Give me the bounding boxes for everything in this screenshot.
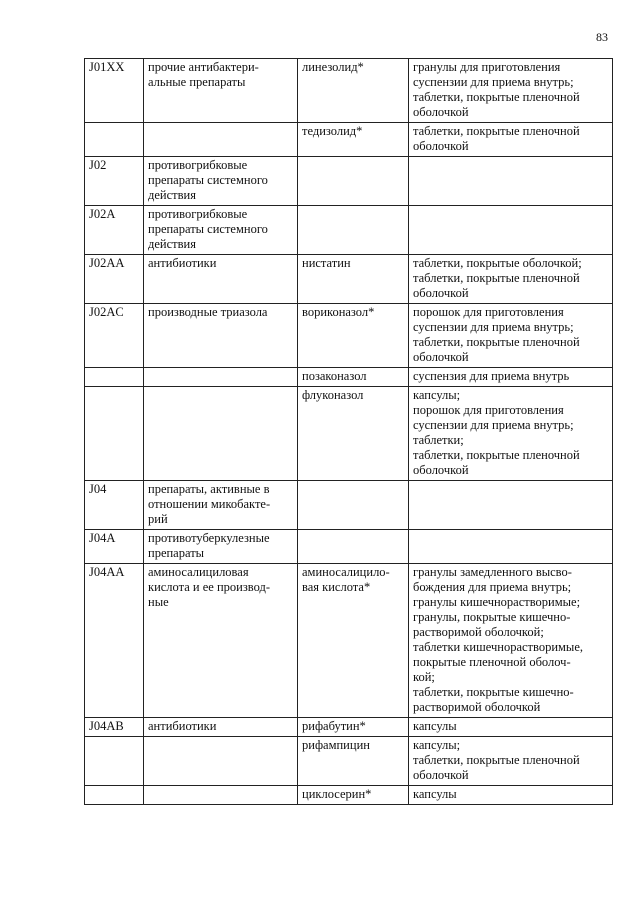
table-row — [85, 206, 613, 255]
drug-name-cell — [298, 206, 409, 255]
table-row — [85, 157, 613, 206]
table-row — [85, 481, 613, 530]
table-row — [85, 718, 613, 737]
dosage-form-cell: суспензия для приема внутрь — [409, 368, 613, 387]
dosage-form-cell: гранулы для приготовления суспензии для приема внутрь; таблетки, покрытые пленочной оболочкой — [409, 59, 613, 123]
group-name-cell — [144, 368, 298, 387]
dosage-form-cell: таблетки, покрытые пленочной оболочкой — [409, 123, 613, 157]
table-row — [85, 737, 613, 786]
group-name-cell — [144, 737, 298, 786]
drug-name-cell — [298, 481, 409, 530]
atc-code-cell — [85, 786, 144, 805]
table-row — [85, 123, 613, 157]
dosage-form-cell — [409, 481, 613, 530]
table-row — [85, 387, 613, 481]
atc-code-cell — [85, 123, 144, 157]
group-name-cell: производные триазола — [144, 304, 298, 368]
page-number: 83 — [596, 30, 608, 44]
drug-name-cell: аминосалицило- вая кислота* — [298, 564, 409, 718]
drug-name-cell: позаконазол — [298, 368, 409, 387]
table-row — [85, 304, 613, 368]
group-name-cell — [144, 387, 298, 481]
atc-code-cell: J02A — [85, 206, 144, 255]
group-name-cell: антибиотики — [144, 718, 298, 737]
atc-code-cell — [85, 368, 144, 387]
drug-name-cell: флуконазол — [298, 387, 409, 481]
atc-code-cell — [85, 387, 144, 481]
table-row — [85, 255, 613, 304]
atc-code-cell: J01XX — [85, 59, 144, 123]
drug-name-cell: циклосерин* — [298, 786, 409, 805]
atc-code-cell: J04AA — [85, 564, 144, 718]
table-row — [85, 368, 613, 387]
dosage-form-cell: капсулы; порошок для приготовления суспензии для приема внутрь; таблетки; таблетки, покрытые пленочной оболочкой — [409, 387, 613, 481]
dosage-form-cell: капсулы — [409, 718, 613, 737]
atc-code-cell: J02AC — [85, 304, 144, 368]
dosage-form-cell: таблетки, покрытые оболочкой; таблетки, покрытые пленочной оболочкой — [409, 255, 613, 304]
drug-name-cell — [298, 530, 409, 564]
dosage-form-cell — [409, 157, 613, 206]
dosage-form-cell: гранулы замедленного высво- бождения для приема внутрь; гранулы кишечнорастворимые; гранулы, покрытые кишечно- растворимой оболочкой; таблетки кишечнорастворимые, покрытые пленочной оболоч- кой; таблетки, покрытые кишечно- растворимой оболочкой — [409, 564, 613, 718]
group-name-cell: аминосалициловая кислота и ее производ- ные — [144, 564, 298, 718]
group-name-cell — [144, 123, 298, 157]
atc-code-cell: J04 — [85, 481, 144, 530]
drug-name-cell: тедизолид* — [298, 123, 409, 157]
atc-code-cell: J02AA — [85, 255, 144, 304]
table-row — [85, 59, 613, 123]
dosage-form-cell: капсулы; таблетки, покрытые пленочной оболочкой — [409, 737, 613, 786]
drug-name-cell: линезолид* — [298, 59, 409, 123]
dosage-form-cell: порошок для приготовления суспензии для приема внутрь; таблетки, покрытые пленочной оболочкой — [409, 304, 613, 368]
drug-name-cell: нистатин — [298, 255, 409, 304]
table-row — [85, 530, 613, 564]
table-body — [85, 59, 613, 805]
atc-code-cell: J04AB — [85, 718, 144, 737]
atc-code-cell — [85, 737, 144, 786]
dosage-form-cell: капсулы — [409, 786, 613, 805]
drug-name-cell: вориконазол* — [298, 304, 409, 368]
group-name-cell: противогрибковые препараты системного действия — [144, 206, 298, 255]
dosage-form-cell — [409, 206, 613, 255]
drug-name-cell: рифабутин* — [298, 718, 409, 737]
group-name-cell: противогрибковые препараты системного действия — [144, 157, 298, 206]
group-name-cell: противотуберкулезные препараты — [144, 530, 298, 564]
group-name-cell: антибиотики — [144, 255, 298, 304]
atc-code-cell: J02 — [85, 157, 144, 206]
drug-name-cell — [298, 157, 409, 206]
drug-list-table — [84, 58, 613, 805]
dosage-form-cell — [409, 530, 613, 564]
table-row — [85, 786, 613, 805]
group-name-cell — [144, 786, 298, 805]
group-name-cell: прочие антибактери- альные препараты — [144, 59, 298, 123]
atc-code-cell: J04A — [85, 530, 144, 564]
table-row — [85, 564, 613, 718]
drug-name-cell: рифампицин — [298, 737, 409, 786]
group-name-cell: препараты, активные в отношении микобакте- рий — [144, 481, 298, 530]
